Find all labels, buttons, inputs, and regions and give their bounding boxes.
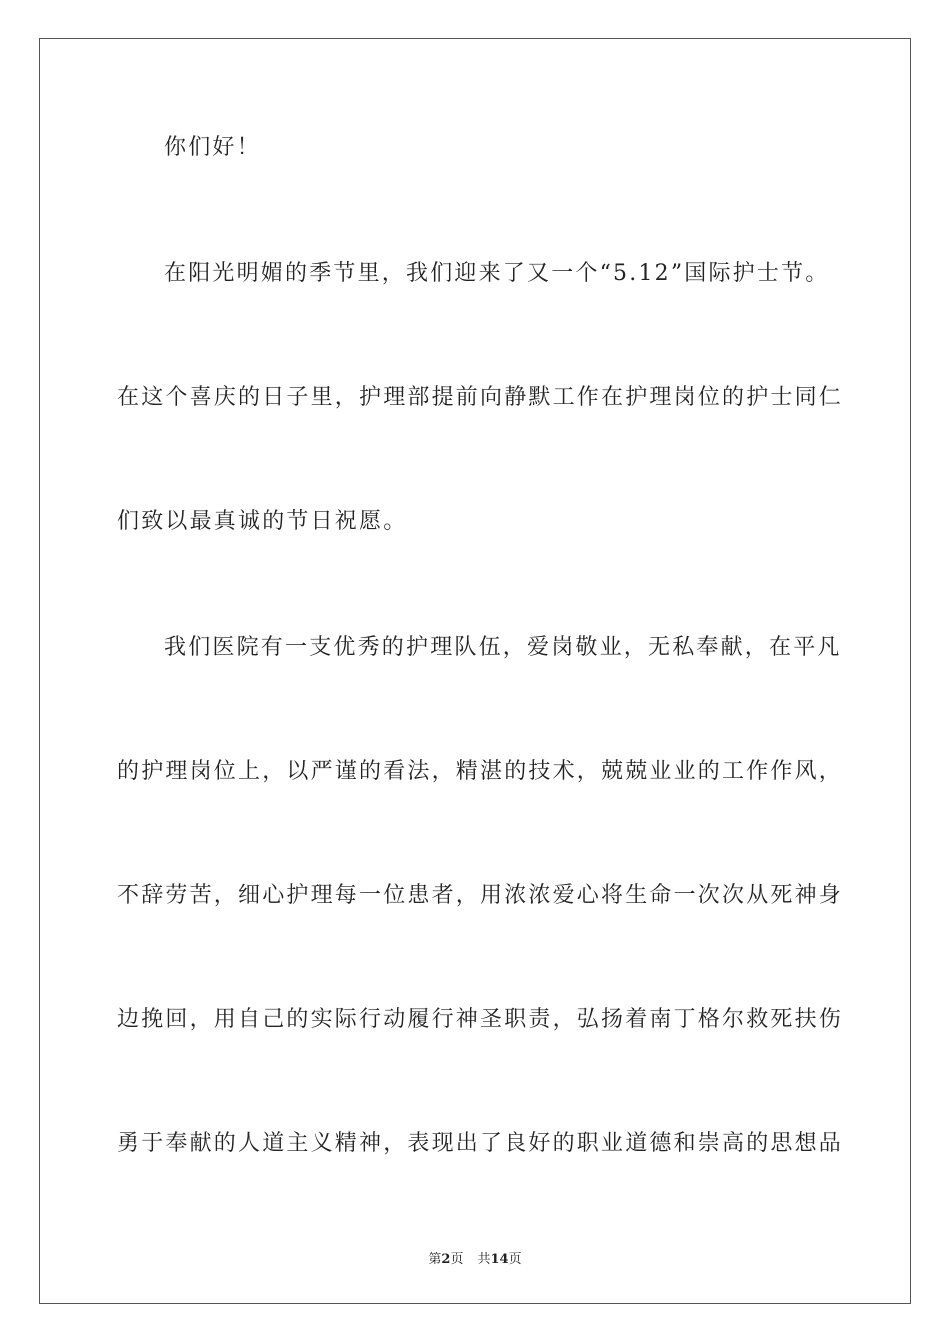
paragraph-1-line-2: 在这个喜庆的日子里，护理部提前向静默工作在护理岗位的护士同仁: [117, 385, 844, 410]
paragraph-2-line-3: 不辞劳苦，细心护理每一位患者，用浓浓爱心将生命一次次从死神身: [117, 883, 844, 908]
greeting-line: 你们好！: [164, 135, 261, 160]
page-border: [39, 38, 911, 1304]
total-prefix: 共: [477, 1252, 491, 1267]
paragraph-2-line-5: 勇于奉献的人道主义精神，表现出了良好的职业道德和崇高的思想品: [117, 1131, 844, 1156]
paragraph-2-line-4: 边挽回，用自己的实际行动履行神圣职责，弘扬着南丁格尔救死扶伤: [117, 1007, 844, 1032]
page-footer: [0, 1248, 950, 1267]
page-number: 2: [441, 1252, 451, 1267]
paragraph-2-line-1: 我们医院有一支优秀的护理队伍，爱岗敬业，无私奉献，在平凡: [164, 635, 842, 660]
total-pages: 14: [490, 1252, 509, 1267]
page-prefix: 第: [428, 1252, 442, 1267]
total-suffix: 页: [508, 1252, 522, 1267]
paragraph-1-line-1: 在阳光明媚的季节里，我们迎来了又一个“5.12”国际护士节。: [164, 261, 830, 286]
paragraph-2-line-2: 的护理岗位上，以严谨的看法，精湛的技术，兢兢业业的工作作风，: [117, 759, 844, 784]
paragraph-1-line-3: 们致以最真诚的节日祝愿。: [117, 509, 408, 534]
page-suffix: 页: [450, 1252, 464, 1267]
